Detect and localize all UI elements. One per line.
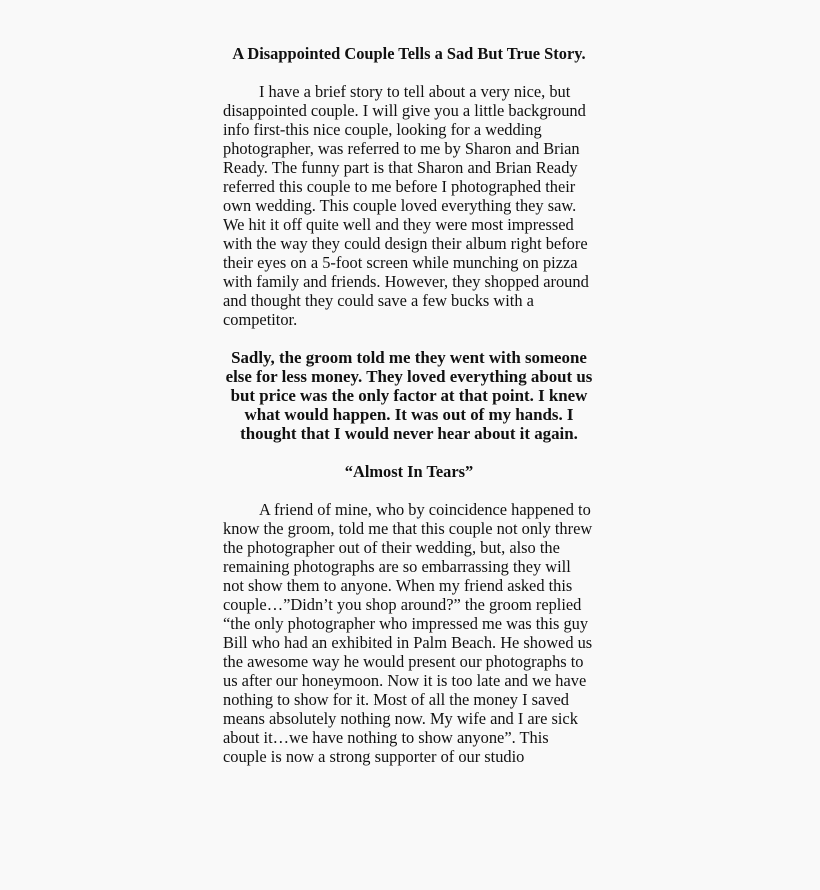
paragraph-friend-story: A friend of mine, who by coincidence happened to know the groom, told me that this couple not only threw the photographer out of their wedding, but, also the remaining photographs are so embarrassing they will not show them to anyone. When my friend asked this couple…”Didn’t you shop around?” the groom replied “the only photographer who impressed me was this guy Bill who had an exhibited in Palm Beach. He showed us the awesome way he would present our photographs to us after our honeymoon. Now it is too late and we have nothing to show for it. Most of all the money I saved means absolutely nothing now. My wife and I are sick about it…we have nothing to show anyone”. This couple is now a strong supporter of our studio <box>223 500 593 766</box>
highlight-paragraph: Sadly, the groom told me they went with someone else for less money. They loved everything about us but price was the only factor at that point. I knew what would happen. It was out of my hands. I thought that I would never hear about it again. <box>225 348 593 443</box>
document-title: A Disappointed Couple Tells a Sad But True Story. <box>232 44 586 63</box>
paragraph-background: I have a brief story to tell about a very nice, but disappointed couple. I will give you a little background info first-this nice couple, looking for a wedding photographer, was referred to me by Sharon and Brian Ready. The funny part is that Sharon and Brian Ready referred this couple to me before I photographed their own wedding. This couple loved everything they saw. We hit it off quite well and they were most impressed with the way they could design their album right before their eyes on a 5-foot screen while munching on pizza with family and friends. However, they shopped around and thought they could save a few bucks with a competitor. <box>223 82 589 329</box>
section-subheading: “Almost In Tears” <box>344 462 474 481</box>
document-body <box>223 44 595 785</box>
